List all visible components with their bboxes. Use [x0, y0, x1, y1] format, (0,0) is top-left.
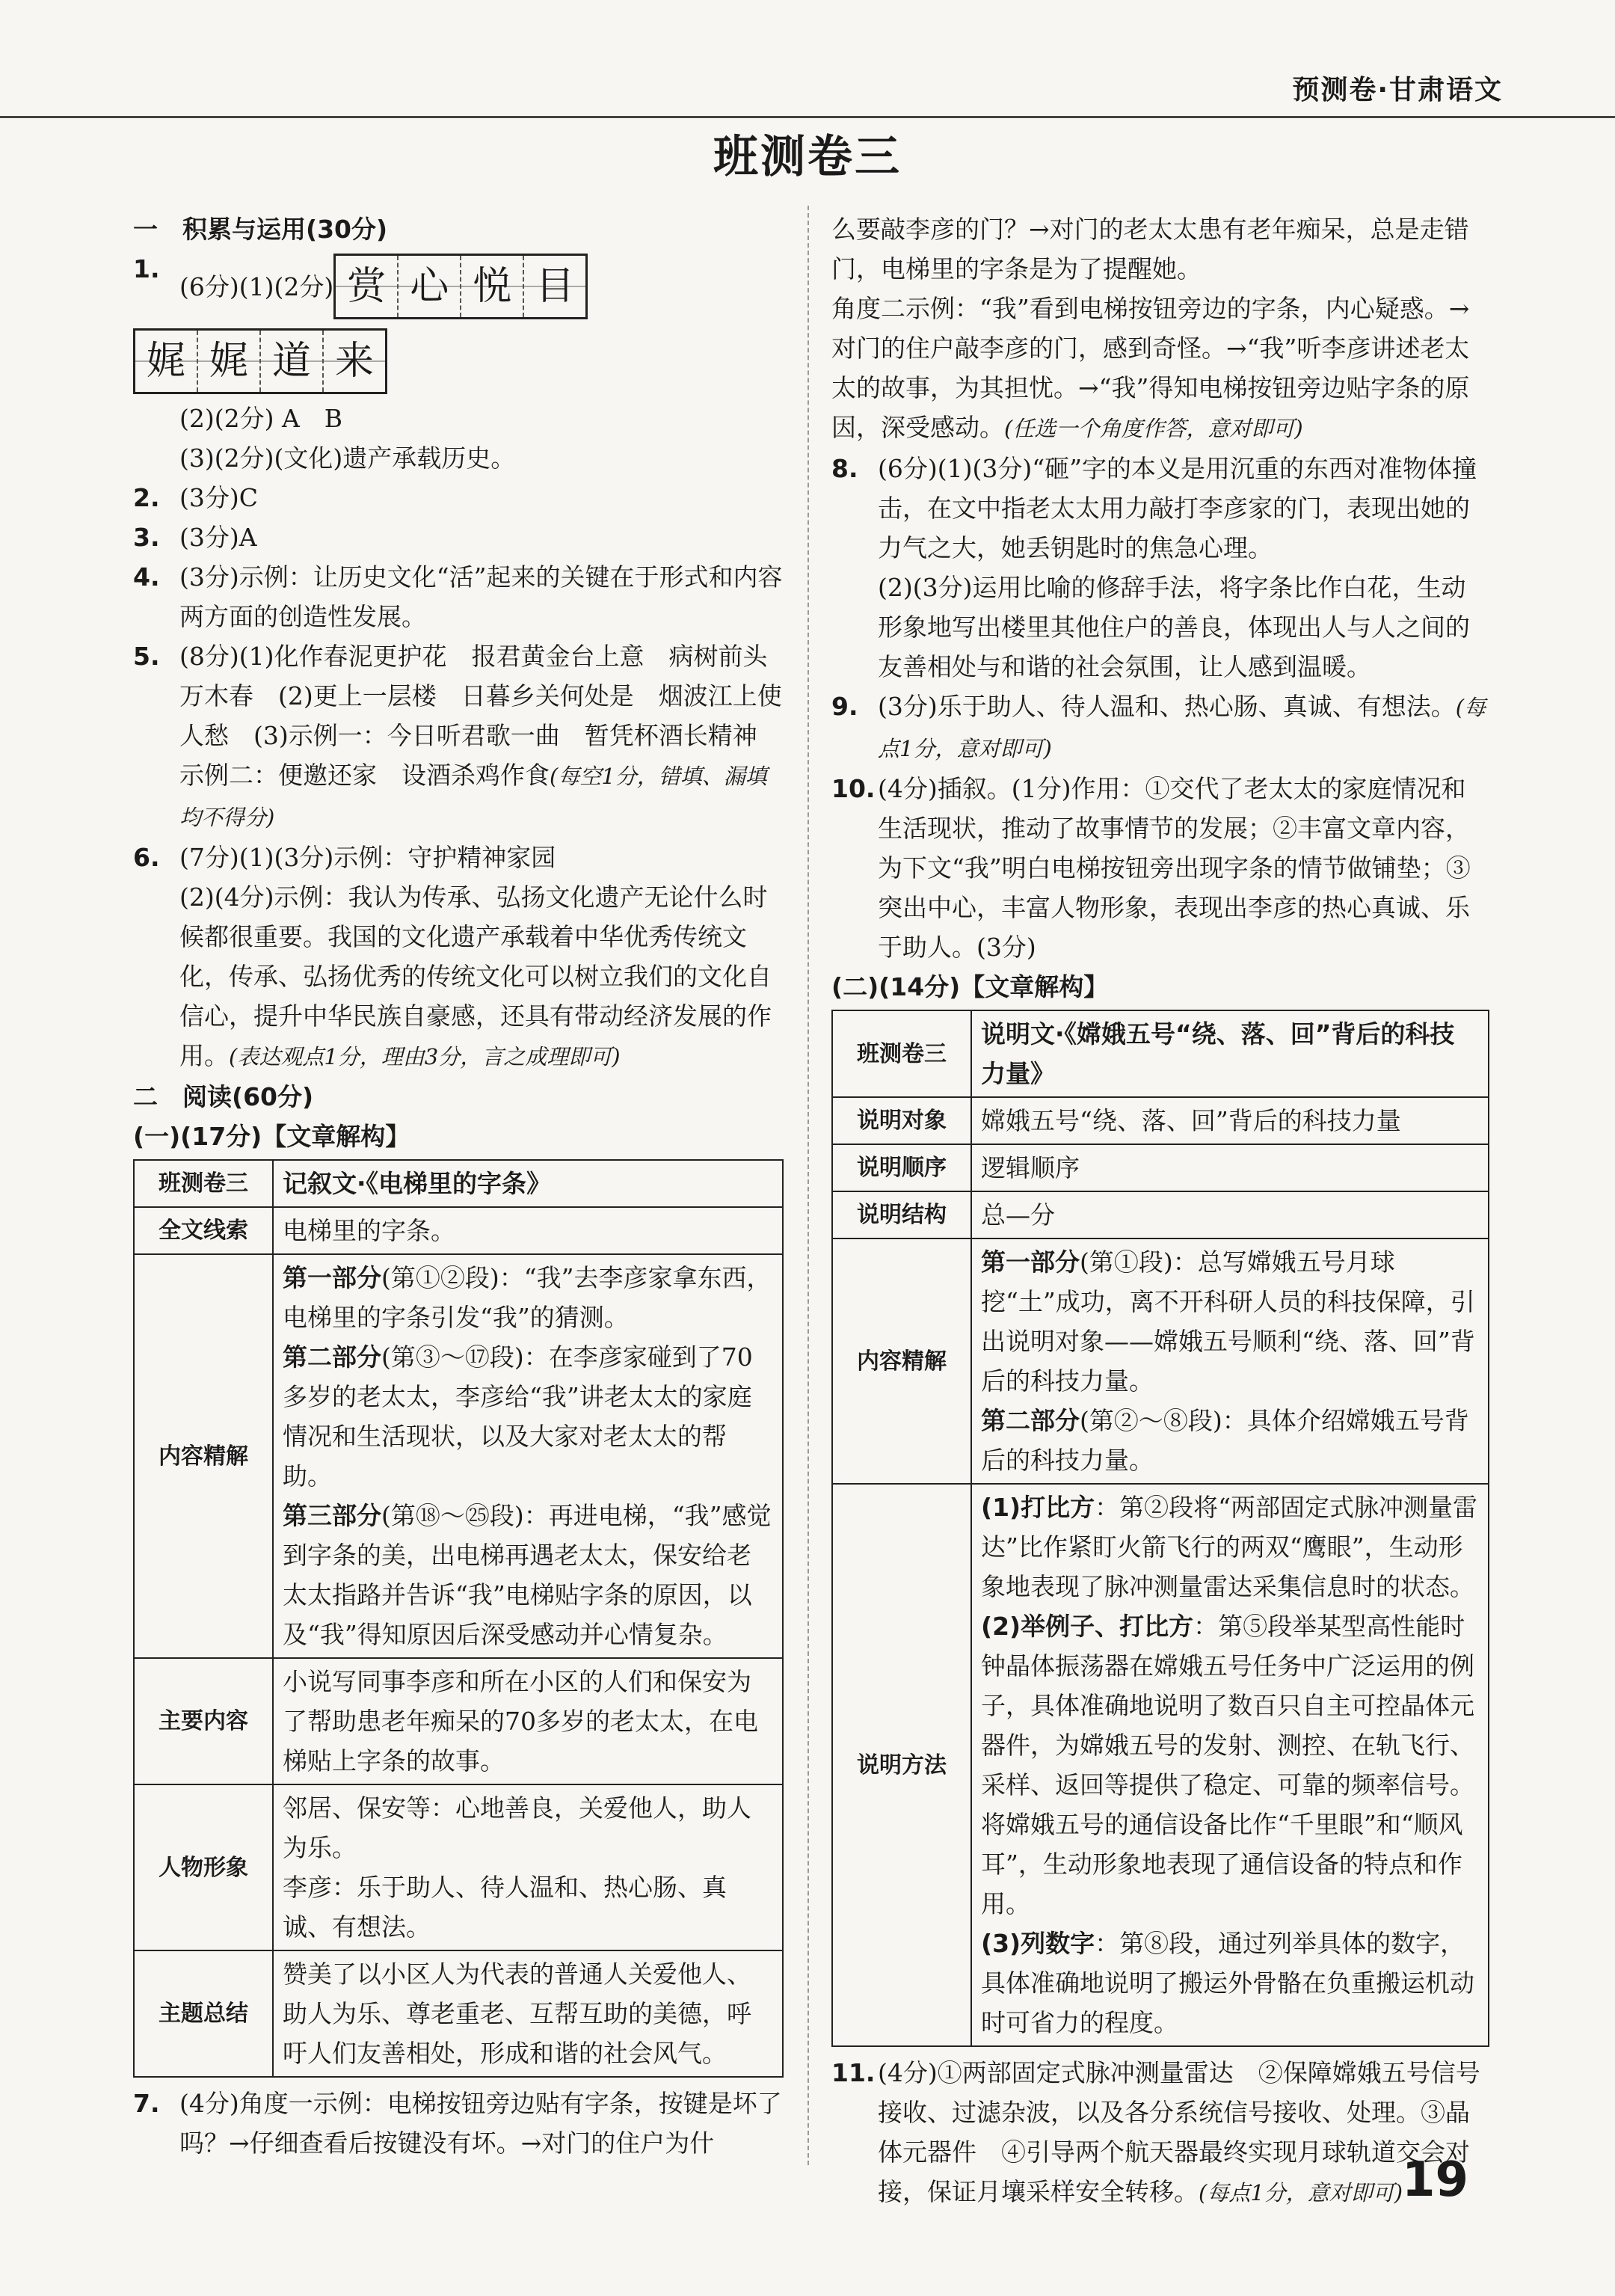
answer-text: (7分)(1)(3分)示例：守护精神家园 [179, 843, 556, 872]
question-number: 10. [831, 774, 876, 803]
table-row [134, 1658, 783, 1784]
answer-text: (4分)插叙。(1分)作用：①交代了老太太的家庭情况和生活现状，推动了故事情节的发展；②丰富文章内容，为下文“我”明白电梯按钮旁出现字条的情节做铺垫；③突出中心，丰富人物形象，表现出李彦的热心真诚、乐于助人。(3分) [878, 774, 1471, 962]
table-header-cell: 班测卷三 [134, 1160, 273, 1207]
answer-text: (4分)①两部固定式脉冲测量雷达 ②保障嫦娥五号信号接收、过滤杂波，以及各分系统信号接收、处理。③晶体元器件 ④引导两个航天器最终实现月球轨道交会对接，保证月壤采样安全转移。 [878, 2058, 1480, 2206]
part-label: 第三部分 [283, 1501, 381, 1530]
row-content: 嫦娥五号“绕、落、回”背后的科技力量 [971, 1097, 1489, 1144]
table-row [832, 1484, 1489, 2046]
part-text: (第⑱～㉕段)：再进电梯，“我”感觉到字条的美，出电梯再遇老太太，保安给老太太指路并告诉“我”电梯贴字条的原因，以及“我”得知原因后深受感动并心情复杂。 [283, 1501, 772, 1649]
row-content [273, 1784, 783, 1950]
part-text: (第③～⑰段)：在李彦家碰到了70多岁的老太太，李彦给“我”讲老太太的家庭情况和生活现状，以及大家对老太太的帮助。 [283, 1342, 753, 1491]
row-label: 内容精解 [832, 1238, 971, 1484]
method-text: ：第⑤段举某型高性能时钟晶体振荡器在嫦娥五号任务中广泛运用的例子，具体准确地说明了数百只自主可控晶体元器件，为嫦娥五号的发射、测控、在轨飞行、采样、返回等提供了稳定、可靠的频率信号。将嫦娥五号的通信设备比作“千里眼”和“顺风耳”，生动形象地表现了通信设备的特点和作用。 [981, 1612, 1474, 1918]
row-text: 邻居、保安等：心地善良，关爱他人，助人为乐。 [283, 1793, 751, 1862]
part-text: (第①②段)：“我”去李彦家拿东西，电梯里的字条引发“我”的猜测。 [283, 1263, 772, 1332]
right-column [831, 209, 1489, 2213]
left-column [133, 209, 784, 2163]
part-label: 第一部分 [283, 1263, 381, 1292]
answer-block [133, 877, 784, 1077]
part-text: (第②～⑧段)：具体介绍嫦娥五号背后的科技力量。 [981, 1406, 1469, 1475]
grid-char: 娓 [135, 331, 197, 392]
question-8 [831, 449, 1489, 568]
subsection-heading: (一)(17分)【文章解构】 [133, 1122, 410, 1151]
page-title: 班测卷三 [713, 131, 902, 183]
method-label: (3)列数字 [981, 1929, 1095, 1958]
question-number: 1. [133, 254, 160, 283]
row-content: 逻辑顺序 [971, 1144, 1489, 1191]
answer-text: 么要敲李彦的门？→对门的老太太患有老年痴呆，总是走错门，电梯里的字条是为了提醒她。 [831, 215, 1469, 283]
answer-text: (3分)示例：让历史文化“活”起来的关键在于形式和内容两方面的创造性发展。 [179, 562, 783, 631]
row-label: 全文线索 [134, 1207, 273, 1254]
grid-char: 娓 [197, 331, 259, 392]
method-label: (1)打比方 [981, 1493, 1095, 1522]
table-row [134, 1950, 783, 2077]
answer-text: 角度二示例：“我”看到电梯按钮旁边的字条，内心疑惑。→对门的住户敲李彦的门，感到奇怪。→“我”听李彦讲述老太太的故事，为其担忧。→“我”得知电梯按钮旁边贴字条的原因，深受感动。 [831, 294, 1470, 442]
char-grid-row1 [333, 254, 588, 319]
row-label: 主要内容 [134, 1658, 273, 1784]
answer-text: (3分)乐于助人、待人温和、热心肠、真诚、有想法。 [878, 692, 1456, 721]
part-label: 第二部分 [981, 1406, 1080, 1435]
scoring-note: (每空1分，错填、漏填均不得分) [179, 764, 767, 830]
question-number: 7. [133, 2089, 160, 2118]
answer-block [831, 289, 1489, 449]
series-header: 预测卷·甘肃语文 [1292, 75, 1503, 105]
grid-char: 来 [322, 331, 385, 392]
table-row [832, 1010, 1489, 1097]
char-grid-row2 [133, 328, 387, 394]
question-number: 3. [133, 523, 160, 552]
section-heading-2: 二 阅读(60分) [133, 1082, 314, 1111]
question-number: 5. [133, 642, 160, 671]
article-structure-table-2 [831, 1010, 1489, 2047]
answer-text: (6分)(1)(2分) [179, 271, 334, 301]
answer-text: (6分)(1)(3分)“砸”字的本义是用沉重的东西对准物体撞击，在文中指老太太用力敲打李彦家的门，表现出她的力气之大，她丢钥匙时的焦急心理。 [878, 454, 1477, 562]
question-11 [831, 2053, 1489, 2213]
scoring-note: (每点1分，意对即可) [1199, 2180, 1403, 2206]
section-heading-1: 一 积累与运用(30分) [133, 215, 388, 244]
question-6 [133, 838, 784, 877]
table-row [832, 1191, 1489, 1238]
row-label: 主题总结 [134, 1950, 273, 2077]
table-header-cell: 记叙文·《电梯里的字条》 [273, 1160, 783, 1207]
part-label: 第二部分 [283, 1342, 381, 1372]
row-content: 总—分 [971, 1191, 1489, 1238]
scoring-note: (每点1分，意对即可) [878, 695, 1486, 761]
part-label: 第一部分 [981, 1247, 1080, 1277]
row-content [971, 1238, 1489, 1484]
table-row [134, 1207, 783, 1254]
table-header-cell: 班测卷三 [832, 1010, 971, 1097]
question-number: 6. [133, 843, 160, 872]
method-text: ：第②段将“两部固定式脉冲测量雷达”比作紧盯火箭飞行的两双“鹰眼”，生动形象地表现了脉冲测量雷达采集信息时的状态。 [981, 1493, 1478, 1601]
part-text: (第①段)：总写嫦娥五号月球挖“土”成功，离不开科研人员的科技保障，引出说明对象——嫦娥五号顺利“绕、落、回”背后的科技力量。 [981, 1247, 1475, 1396]
grid-char: 赏 [336, 256, 397, 317]
column-divider [808, 206, 809, 2165]
table-row [134, 1254, 783, 1658]
row-label: 内容精解 [134, 1254, 273, 1658]
row-label: 人物形象 [134, 1784, 273, 1950]
subsection-heading: (二)(14分)【文章解构】 [831, 972, 1109, 1001]
question-2 [133, 478, 784, 518]
table-row [832, 1144, 1489, 1191]
table-row [134, 1784, 783, 1950]
table-row [134, 1160, 783, 1207]
page-number: 19 [1401, 2152, 1468, 2208]
row-content: 电梯里的字条。 [273, 1207, 783, 1254]
grid-char: 心 [397, 256, 460, 317]
answer-text: (3分)C [179, 483, 258, 512]
question-7 [133, 2084, 784, 2163]
row-content [971, 1484, 1489, 2046]
row-text: 李彦：乐于助人、待人温和、热心肠、真诚、有想法。 [283, 1873, 727, 1942]
row-label: 说明顺序 [832, 1144, 971, 1191]
question-10 [831, 769, 1489, 967]
question-number: 9. [831, 692, 858, 721]
question-9 [831, 687, 1489, 769]
question-4 [133, 557, 784, 636]
table-header-cell: 说明文·《嫦娥五号“绕、落、回”背后的科技力量》 [971, 1010, 1489, 1097]
question-number: 11. [831, 2058, 876, 2087]
answer-text: (2)(3分)运用比喻的修辞手法，将字条比作白花，生动形象地写出楼里其他住户的善良，体现出人与人之间的友善相处与和谐的社会氛围，让人感到温暖。 [878, 573, 1470, 681]
answer-text: (4分)角度一示例：电梯按钮旁边贴有字条，按键是坏了吗？→仔细查看后按键没有坏。→对门的住户为什 [179, 2089, 782, 2158]
row-label: 说明结构 [832, 1191, 971, 1238]
answer-text: (3)(2分)(文化)遗产承载历史。 [179, 443, 516, 473]
question-5 [133, 636, 784, 838]
grid-char: 悦 [460, 256, 523, 317]
table-row [832, 1097, 1489, 1144]
row-content [273, 1254, 783, 1658]
scoring-note: (表达观点1分，理由3分，言之成理即可) [229, 1044, 621, 1069]
answer-text: (2)(4分)示例：我认为传承、弘扬文化遗产无论什么时候都很重要。我国的文化遗产承载着中华优秀传统文化，传承、弘扬优秀的传统文化可以树立我们的文化自信心，提升中华民族自豪感，还具有带动经济发展的作用。 [179, 883, 772, 1070]
method-text: ：第⑧段，通过列举具体的数字，具体准确地说明了搬运外骨骼在负重搬运机动时可省力的程度。 [981, 1929, 1474, 2037]
answer-text: (2)(2分) A B [179, 404, 343, 433]
answer-text: (3分)A [179, 523, 257, 552]
scoring-note: (任选一个角度作答，意对即可) [1004, 416, 1303, 441]
table-row [832, 1238, 1489, 1484]
question-number: 4. [133, 562, 160, 592]
question-1 [133, 249, 784, 324]
row-label: 说明对象 [832, 1097, 971, 1144]
row-content: 赞美了以小区人为代表的普通人关爱他人、助人为乐、尊老重老、互帮互助的美德，呼吁人们友善相处，形成和谐的社会风气。 [273, 1950, 783, 2077]
question-number: 8. [831, 454, 858, 483]
grid-char: 道 [259, 331, 322, 392]
question-3 [133, 518, 784, 557]
header-rule [0, 116, 1615, 118]
article-structure-table-1 [133, 1159, 784, 2078]
method-label: (2)举例子、打比方 [981, 1612, 1194, 1641]
answer-text: (8分)(1)化作春泥更护花 报君黄金台上意 病树前头万木春 (2)更上一层楼 日暮乡关何处是 烟波江上使人愁 (3)示例一：今日听君歌一曲 暂凭杯酒长精神 示例二：便邀还家 设酒杀鸡作食 [179, 642, 782, 790]
row-label: 说明方法 [832, 1484, 971, 2046]
grid-char: 目 [523, 256, 585, 317]
question-number: 2. [133, 483, 160, 512]
row-content: 小说写同事李彦和所在小区的人们和保安为了帮助患老年痴呆的70多岁的老太太，在电梯贴上字条的故事。 [273, 1658, 783, 1784]
